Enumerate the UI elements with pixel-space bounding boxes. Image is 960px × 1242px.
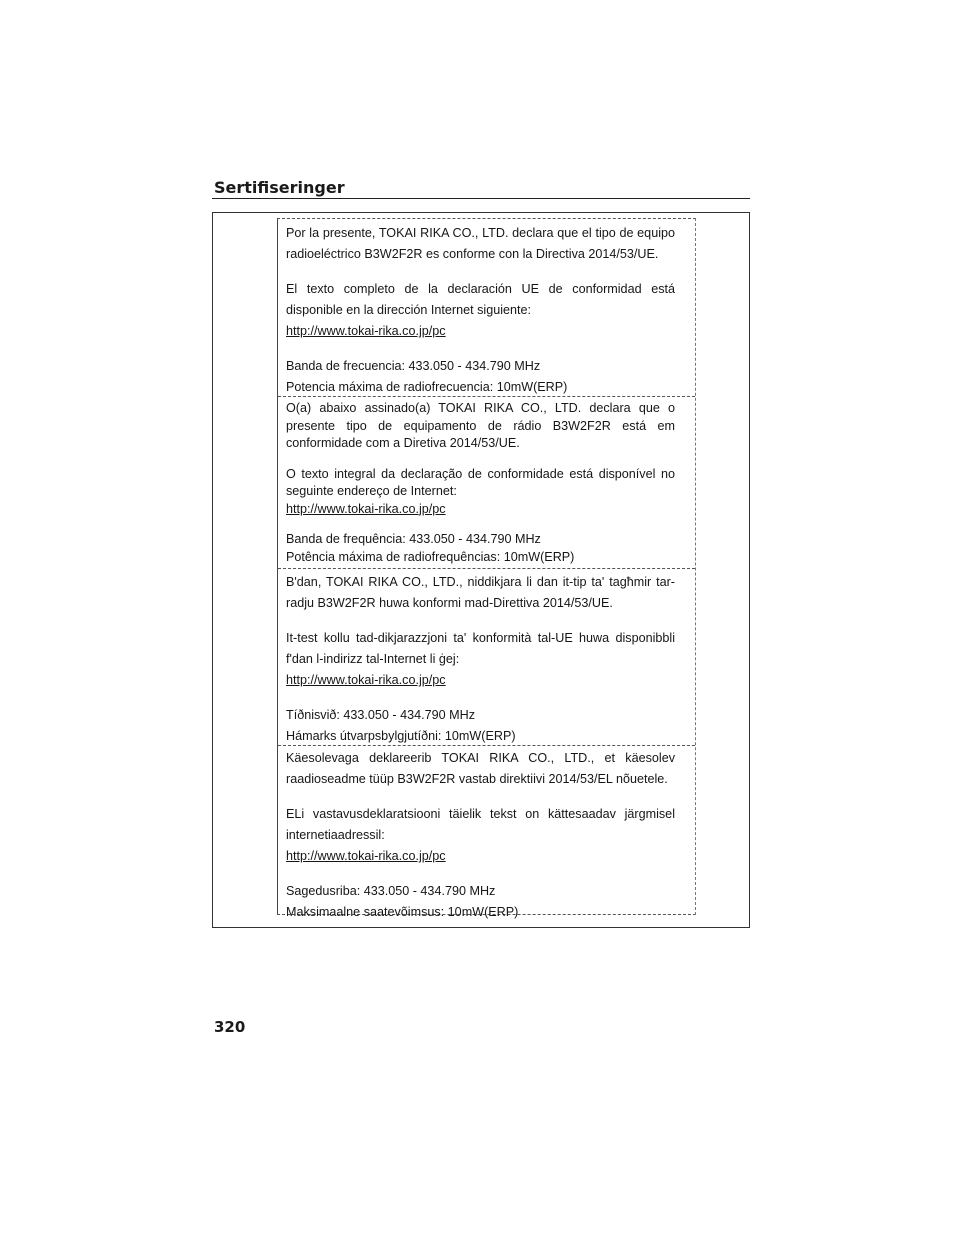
section-divider — [278, 396, 695, 397]
declaration-section-maltese — [278, 572, 695, 747]
availability-text: O texto integral da declaração de conformidade está disponível no seguinte endereço de Internet: — [286, 466, 675, 498]
page-number: 320 — [214, 1018, 246, 1036]
declaration-text: Por la presente, TOKAI RIKA CO., LTD. declara que el tipo de equipo radioeléctrico B3W2F2R es conforme con la Directiva 2014/53/UE. — [286, 226, 675, 261]
declaration-link[interactable]: http://www.tokai-rika.co.jp/pc — [286, 324, 446, 338]
availability-text: ELi vastavusdeklaratsiooni täielik tekst on kättesaadav järgmisel internetiaadressil: — [286, 807, 675, 842]
power-text: Potência máxima de radiofrequências: 10mW(ERP) — [286, 549, 575, 564]
frequency-text: Tíðnisvið: 433.050 - 434.790 MHz — [286, 708, 476, 722]
declaration-section-portuguese — [278, 400, 695, 566]
declaration-text: O(a) abaixo assinado(a) TOKAI RIKA CO., LTD. declara que o presente tipo de equipamento de rádio B3W2F2R está em conformidade com a Diretiva 2014/53/UE. — [286, 401, 675, 450]
declaration-link[interactable]: http://www.tokai-rika.co.jp/pc — [286, 673, 446, 687]
frequency-text: Banda de frequência: 433.050 - 434.790 MHz — [286, 532, 541, 546]
section-title: Sertifiseringer — [214, 178, 345, 197]
declaration-link[interactable]: http://www.tokai-rika.co.jp/pc — [286, 501, 446, 516]
declaration-link[interactable]: http://www.tokai-rika.co.jp/pc — [286, 849, 446, 863]
frequency-text: Sagedusriba: 433.050 - 434.790 MHz — [286, 884, 496, 898]
declaration-text: B'dan, TOKAI RIKA CO., LTD., niddikjara li dan it-tip ta' tagħmir tar-radju B3W2F2R huwa konformi mad-Direttiva 2014/53/UE. — [286, 575, 675, 610]
declaration-section-spanish — [278, 223, 695, 398]
power-text: Maksimaalne saatevõimsus: 10mW(ERP) — [286, 905, 519, 919]
title-divider — [212, 198, 750, 199]
availability-text: It-test kollu tad-dikjarazzjoni ta' konformità tal-UE huwa disponibbli f'dan l-indirizz tal-Internet li ġej: — [286, 631, 675, 666]
section-divider — [278, 568, 695, 569]
availability-text: El texto completo de la declaración UE de conformidad está disponible en la dirección Internet siguiente: — [286, 282, 675, 317]
section-divider — [278, 745, 695, 746]
declaration-section-estonian — [278, 748, 695, 923]
power-text: Hámarks útvarpsbylgjutíðni: 10mW(ERP) — [286, 729, 516, 743]
frequency-text: Banda de frecuencia: 433.050 - 434.790 MHz — [286, 359, 541, 373]
declaration-box — [277, 218, 696, 919]
power-text: Potencia máxima de radiofrecuencia: 10mW(ERP) — [286, 380, 568, 394]
declaration-text: Käesolevaga deklareerib TOKAI RIKA CO., LTD., et käesolev raadioseadme tüüp B3W2F2R vastab direktiivi 2014/53/EL nõuetele. — [286, 751, 675, 786]
